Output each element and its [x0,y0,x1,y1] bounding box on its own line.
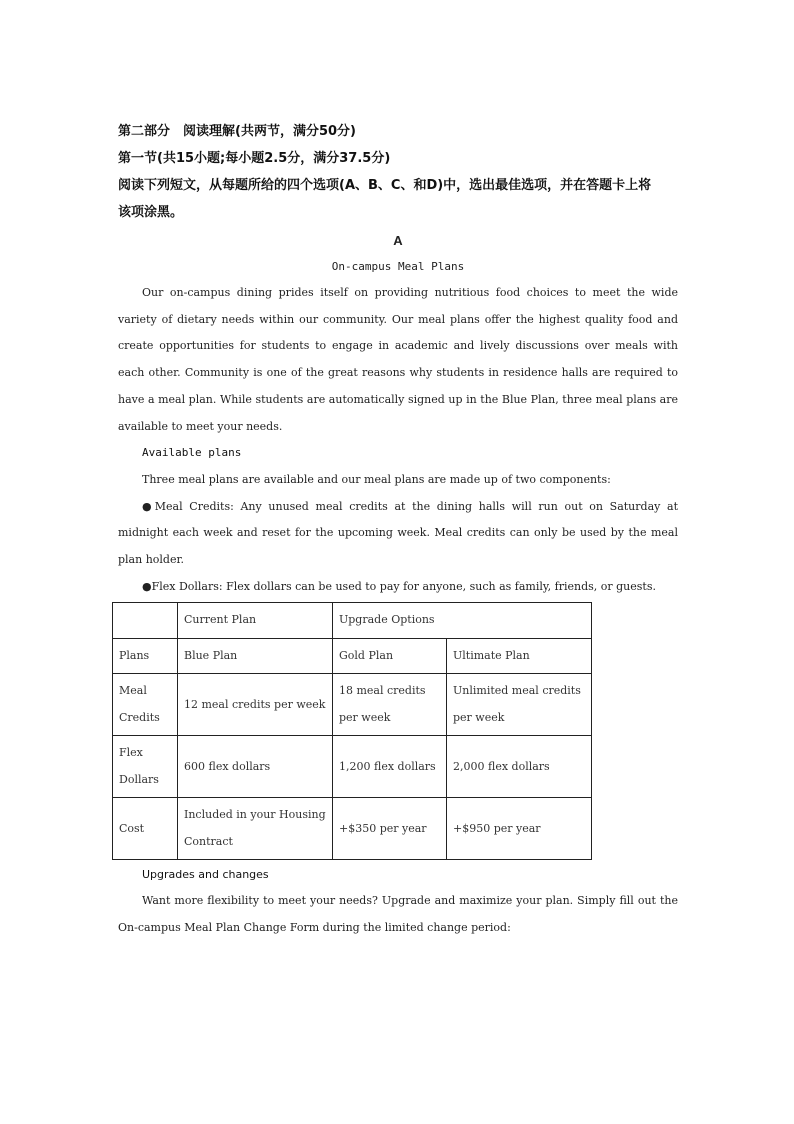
instruction-line-1: 阅读下列短文，从每题所给的四个选项(A、B、C、和D)中，选出最佳选项，并在答题卡上将 [118,178,652,193]
table-row [113,603,592,639]
upgrades-paragraph: Want more flexibility to meet your needs? Upgrade and maximize your plan. Simply fill out the On-campus Meal Plan Change Form during the limited change period: [118,894,678,935]
ultimate-plan-cell: Ultimate Plan [447,638,592,674]
part-heading: 第二部分 阅读理解(共两节，满分50分) [118,124,356,139]
ultimate-plan-cell: +$950 per year [447,798,592,860]
table-header-upgrade: Upgrade Options [333,603,592,639]
row-label: Cost [113,798,178,860]
section-heading: 第一节(共15小题;每小题2.5分，满分37.5分) [118,151,391,166]
table-cell-empty [113,603,178,639]
row-label: Plans [113,638,178,674]
blue-plan-cell: Included in your Housing Contract [178,798,333,860]
ultimate-plan-cell: 2,000 flex dollars [447,736,592,798]
meal-credits-bullet: ●Meal Credits: Any unused meal credits at the dining halls will run out on Saturday at midnight each week and reset for the upcoming week. Meal credits can only be used by the meal plan holder. [118,499,678,567]
flex-dollars-bullet: ●Flex Dollars: Flex dollars can be used to pay for anyone, such as family, friends, or guests. [142,579,656,593]
table-row [113,798,592,860]
blue-plan-cell: 12 meal credits per week [178,674,333,736]
intro-paragraph: Our on-campus dining prides itself on providing nutritious food choices to meet the wide variety of dietary needs within our community. Our meal plans offer the highest quality food and create opportunities for students to engage in academic and lively discussions over meals with each other. Community is one of the great reasons why students in residence halls are required to have a meal plan. While students are automatically signed up in the Blue Plan, three meal plans are available to meet your needs. [118,286,678,433]
blue-plan-cell: 600 flex dollars [178,736,333,798]
meal-plan-table [112,602,592,860]
available-plans-heading: Available plans [142,446,242,460]
gold-plan-cell: 18 meal credits per week [333,674,447,736]
table-row [113,674,592,736]
row-label: Meal Credits [113,674,178,736]
exam-page [118,118,678,942]
table-header-current: Current Plan [178,603,333,639]
instruction-line-2: 该项涂黑。 [118,205,184,220]
ultimate-plan-cell: Unlimited meal credits per week [447,674,592,736]
gold-plan-cell: +$350 per year [333,798,447,860]
upgrades-heading: Upgrades and changes [142,868,269,882]
row-label: Flex Dollars [113,736,178,798]
gold-plan-cell: 1,200 flex dollars [333,736,447,798]
gold-plan-cell: Gold Plan [333,638,447,674]
available-plans-text: Three meal plans are available and our meal plans are made up of two components: [142,472,611,486]
passage-letter: A [393,233,403,248]
table-row [113,736,592,798]
table-row [113,638,592,674]
passage-title: On-campus Meal Plans [331,260,465,273]
blue-plan-cell: Blue Plan [178,638,333,674]
